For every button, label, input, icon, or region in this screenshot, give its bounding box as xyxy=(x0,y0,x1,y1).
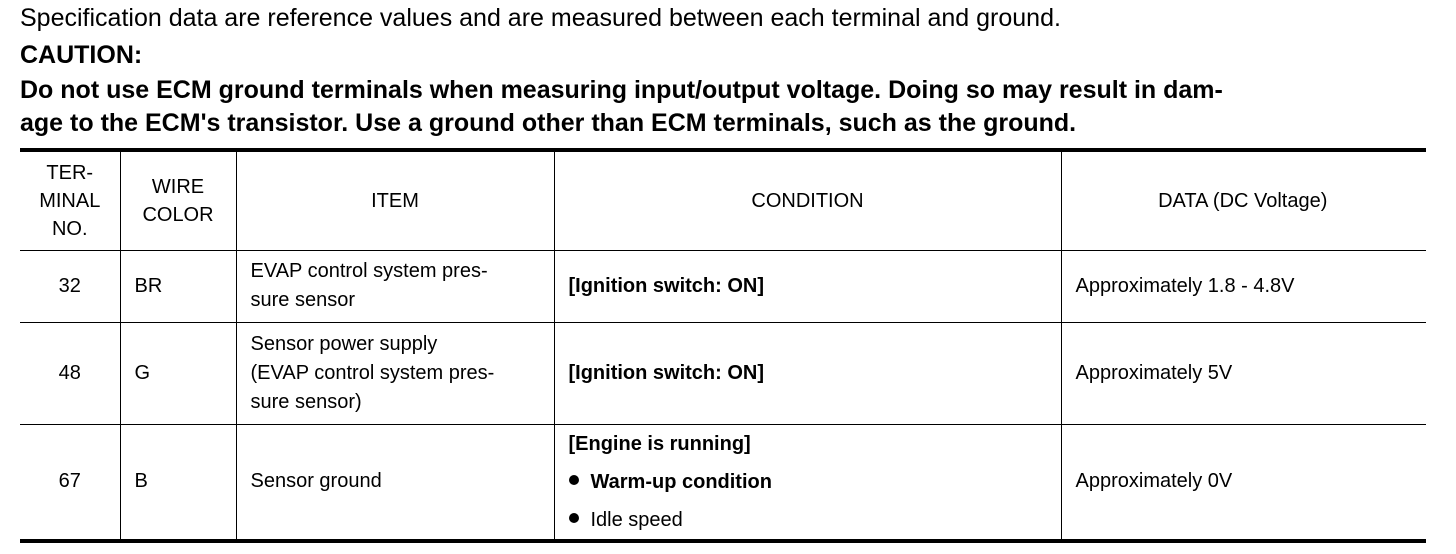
caution-line-2: age to the ECM's transistor. Use a ground other than ECM terminals, such as the ground. xyxy=(20,109,1077,137)
header-item: ITEM xyxy=(236,150,554,250)
caution-heading: CAUTION: xyxy=(20,41,143,69)
caution-line-1: Do not use ECM ground terminals when measuring input/output voltage. Doing so may result in dam- xyxy=(20,76,1223,104)
table-row xyxy=(20,424,1426,541)
header-condition: CONDITION xyxy=(554,150,1061,250)
terminal-number: 32 xyxy=(20,250,120,322)
bullet-icon xyxy=(569,513,579,523)
data-cell: Approximately 0V xyxy=(1061,424,1426,541)
terminal-number: 67 xyxy=(20,424,120,541)
bullet-icon xyxy=(569,475,579,485)
item-cell: Sensor power supply (EVAP control system pres- sure sensor) xyxy=(236,322,554,424)
header-data: DATA (DC Voltage) xyxy=(1061,150,1426,250)
wire-color: B xyxy=(120,424,236,541)
table-row xyxy=(20,322,1426,424)
terminal-spec-table xyxy=(20,148,1426,543)
caution-text xyxy=(20,74,1223,140)
header-wire-color: WIRE COLOR xyxy=(120,150,236,250)
terminal-number: 48 xyxy=(20,322,120,424)
header-row xyxy=(20,150,1426,250)
table-row xyxy=(20,250,1426,322)
header-terminal-no: TER- MINAL NO. xyxy=(20,150,120,250)
condition-bullet: Warm-up condition xyxy=(569,463,1047,501)
condition-heading: [Engine is running] xyxy=(568,432,751,455)
item-cell: Sensor ground xyxy=(236,424,554,541)
wire-color: BR xyxy=(120,250,236,322)
condition-cell: [Ignition switch: ON] xyxy=(554,250,1061,322)
item-cell: EVAP control system pres- sure sensor xyxy=(236,250,554,322)
data-cell: Approximately 1.8 - 4.8V xyxy=(1061,250,1426,322)
condition-cell xyxy=(554,424,1061,541)
condition-bullet: Idle speed xyxy=(569,501,1047,539)
condition-cell: [Ignition switch: ON] xyxy=(554,322,1061,424)
intro-text: Specification data are reference values and are measured between each terminal and ground. xyxy=(20,4,1061,32)
wire-color: G xyxy=(120,322,236,424)
data-cell: Approximately 5V xyxy=(1061,322,1426,424)
